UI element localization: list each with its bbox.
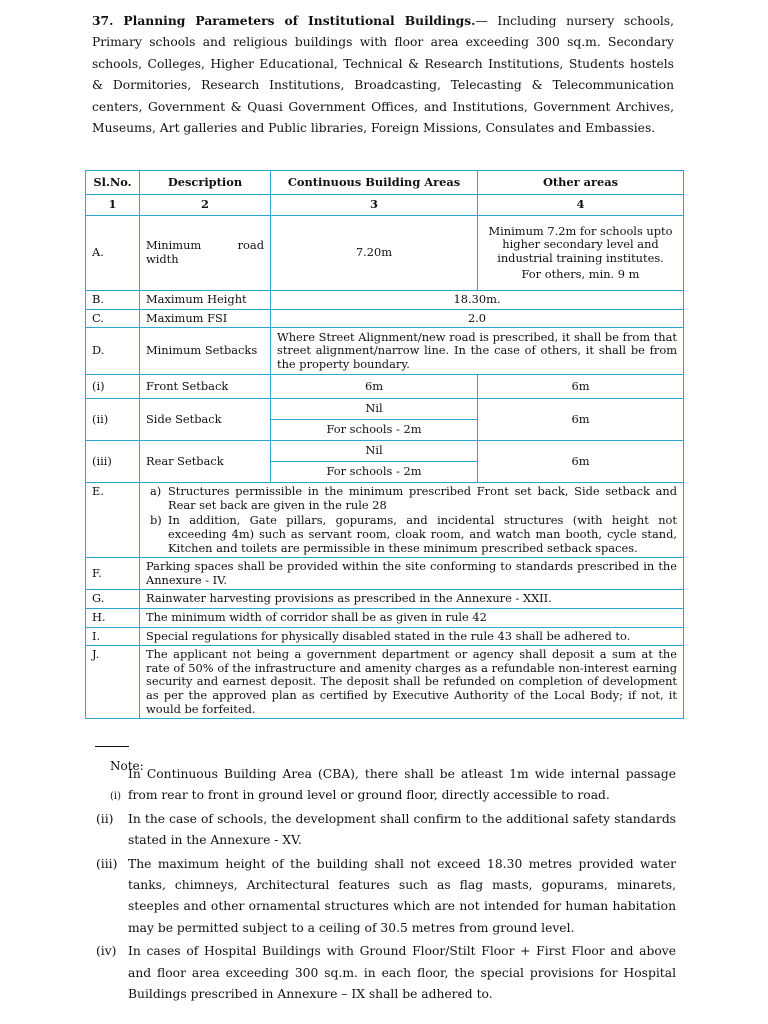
row-cba-value: For schools - 2m xyxy=(271,462,478,483)
road-width-label: Minimum road width xyxy=(146,238,264,266)
row-description: Minimum Setbacks xyxy=(140,328,271,375)
row-description xyxy=(140,216,271,291)
row-description: Rear Setback xyxy=(140,441,271,483)
row-cba-value: Nil xyxy=(271,399,478,420)
structures-list xyxy=(146,485,677,555)
row-sl: J. xyxy=(86,646,140,719)
divider xyxy=(95,746,129,747)
note-label: (iii) xyxy=(96,856,118,871)
row-sl: (ii) xyxy=(86,399,140,441)
row-description: Side Setback xyxy=(140,399,271,441)
table-row xyxy=(86,309,684,328)
row-other-value xyxy=(478,216,684,291)
notes-section xyxy=(96,756,676,1005)
row-sl: A. xyxy=(86,216,140,291)
row-merged-value: Special regulations for physically disabled stated in the rule 43 shall be adhered to. xyxy=(140,627,684,646)
row-description: Maximum Height xyxy=(140,291,271,310)
table-row xyxy=(86,375,684,399)
row-other-value: 6m xyxy=(478,441,684,483)
note-item xyxy=(96,854,676,940)
column-number-row xyxy=(86,195,684,216)
list-item-label: a) xyxy=(150,484,162,499)
row-sl: D. xyxy=(86,328,140,375)
column-number: 2 xyxy=(140,195,271,216)
table-row xyxy=(86,646,684,719)
row-merged-value: Where Street Alignment/new road is prescribed, it shall be from that street alignment/narrow line. In the case of others, it shall be from the property boundary. xyxy=(271,328,684,375)
column-number: 1 xyxy=(86,195,140,216)
note-label: (ii) xyxy=(96,811,114,826)
row-cba-value: 7.20m xyxy=(271,216,478,291)
note-label: (iv) xyxy=(96,944,117,959)
row-description: Maximum FSI xyxy=(140,309,271,328)
table-row xyxy=(86,627,684,646)
row-sl: E. xyxy=(86,483,140,558)
row-merged-value: Parking spaces shall be provided within the site conforming to standards prescribed in the Annexure - IV. xyxy=(140,558,684,590)
note-item xyxy=(96,941,676,1005)
table-row xyxy=(86,590,684,609)
note-label: (i) xyxy=(110,791,122,802)
row-sl: G. xyxy=(86,590,140,609)
note-text: The maximum height of the building shall not exceed 18.30 metres provided water tanks, chimneys, Architectural features such as flag masts, gopurams, minarets, steeples and other ornamental structures which are not intended for human habitation may be permitted subject to a ceiling of 30.5 metres from ground level. xyxy=(128,856,676,935)
list-item xyxy=(150,484,677,512)
note-item xyxy=(96,764,676,807)
table-row xyxy=(86,483,684,558)
header-description: Description xyxy=(140,171,271,195)
list-item-label: b) xyxy=(150,513,162,528)
intro-paragraph xyxy=(92,10,674,139)
row-merged-value: 2.0 xyxy=(271,309,684,328)
planning-parameters-table xyxy=(85,170,684,719)
row-sl: I. xyxy=(86,627,140,646)
table-row xyxy=(86,216,684,291)
row-cba-value: Nil xyxy=(271,441,478,462)
table-row xyxy=(86,399,684,420)
table-header-row xyxy=(86,171,684,195)
header-other-areas: Other areas xyxy=(478,171,684,195)
row-sl: H. xyxy=(86,608,140,627)
row-merged-value: The minimum width of corridor shall be as given in rule 42 xyxy=(140,608,684,627)
note-item xyxy=(96,809,676,852)
column-number: 4 xyxy=(478,195,684,216)
row-other-value: 6m xyxy=(478,399,684,441)
row-merged-value xyxy=(140,483,684,558)
row-description: Front Setback xyxy=(140,375,271,399)
row-merged-value: The applicant not being a government department or agency shall deposit a sum at the rate of 50% of the infrastructure and amenity charges as a refundable non-interest earning security and earnest deposit. The deposit shall be refunded on completion of development as per the approved plan as certified by Executive Authority of the Local Body; if not, it would be forfeited. xyxy=(140,646,684,719)
row-sl: (iii) xyxy=(86,441,140,483)
note-text: In Continuous Building Area (CBA), there shall be atleast 1m wide internal passage from rear to front in ground level or ground floor, directly accessible to road. xyxy=(128,767,676,803)
row-sl: C. xyxy=(86,309,140,328)
note-text: In the case of schools, the development shall confirm to the additional safety standards stated in the Annexure - XV. xyxy=(128,811,676,848)
row-merged-value: 18.30m. xyxy=(271,291,684,310)
table-row xyxy=(86,328,684,375)
notes-title: Note: xyxy=(110,759,144,773)
other-areas-others-text: For others, min. 9 m xyxy=(521,266,640,281)
column-number: 3 xyxy=(271,195,478,216)
table-row xyxy=(86,608,684,627)
other-areas-school-text: Minimum 7.2m for schools upto higher secondary level and industrial training institutes. xyxy=(488,223,673,265)
header-sl-no: Sl.No. xyxy=(86,171,140,195)
list-item-text: In addition, Gate pillars, gopurams, and incidental structures (with height not exceeding 4m) such as servant room, cloak room, and watch man booth, cycle stand, Kitchen and toilets are permissible in these minimum prescribed setback spaces. xyxy=(168,513,677,555)
section-intro-text: — Including nursery schools, Primary schools and religious buildings with floor area exceeding 300 sq.m. Secondary schools, Colleges, Higher Educational, Technical & Research Institutions, Students hostels & Dormitories, Research Institutions, Broadcasting, Telecasting & Telecommunication centers, Government & Quasi Government Offices, and Institutions, Government Archives, Museums, Art galleries and Public libraries, Foreign Missions, Consulates and Embassies. xyxy=(92,14,675,136)
row-sl: F. xyxy=(86,558,140,590)
row-merged-value: Rainwater harvesting provisions as prescribed in the Annexure - XXII. xyxy=(140,590,684,609)
table-row xyxy=(86,558,684,590)
row-sl: B. xyxy=(86,291,140,310)
row-sl: (i) xyxy=(86,375,140,399)
note-text: In cases of Hospital Buildings with Ground Floor/Stilt Floor + First Floor and above and floor area exceeding 300 sq.m. in each floor, the special provisions for Hospital Buildings prescribed in Annexure – IX shall be adhered to. xyxy=(128,944,676,1002)
header-continuous-building-areas: Continuous Building Areas xyxy=(271,171,478,195)
row-other-value: 6m xyxy=(478,375,684,399)
list-item xyxy=(150,513,677,555)
list-item-text: Structures permissible in the minimum prescribed Front set back, Side setback and Rear set back are given in the rule 28 xyxy=(168,484,677,512)
row-cba-value: For schools - 2m xyxy=(271,420,478,441)
table-row xyxy=(86,291,684,310)
table-row xyxy=(86,441,684,462)
row-cba-value: 6m xyxy=(271,375,478,399)
section-heading: 37. Planning Parameters of Institutional Buildings. xyxy=(92,13,476,28)
